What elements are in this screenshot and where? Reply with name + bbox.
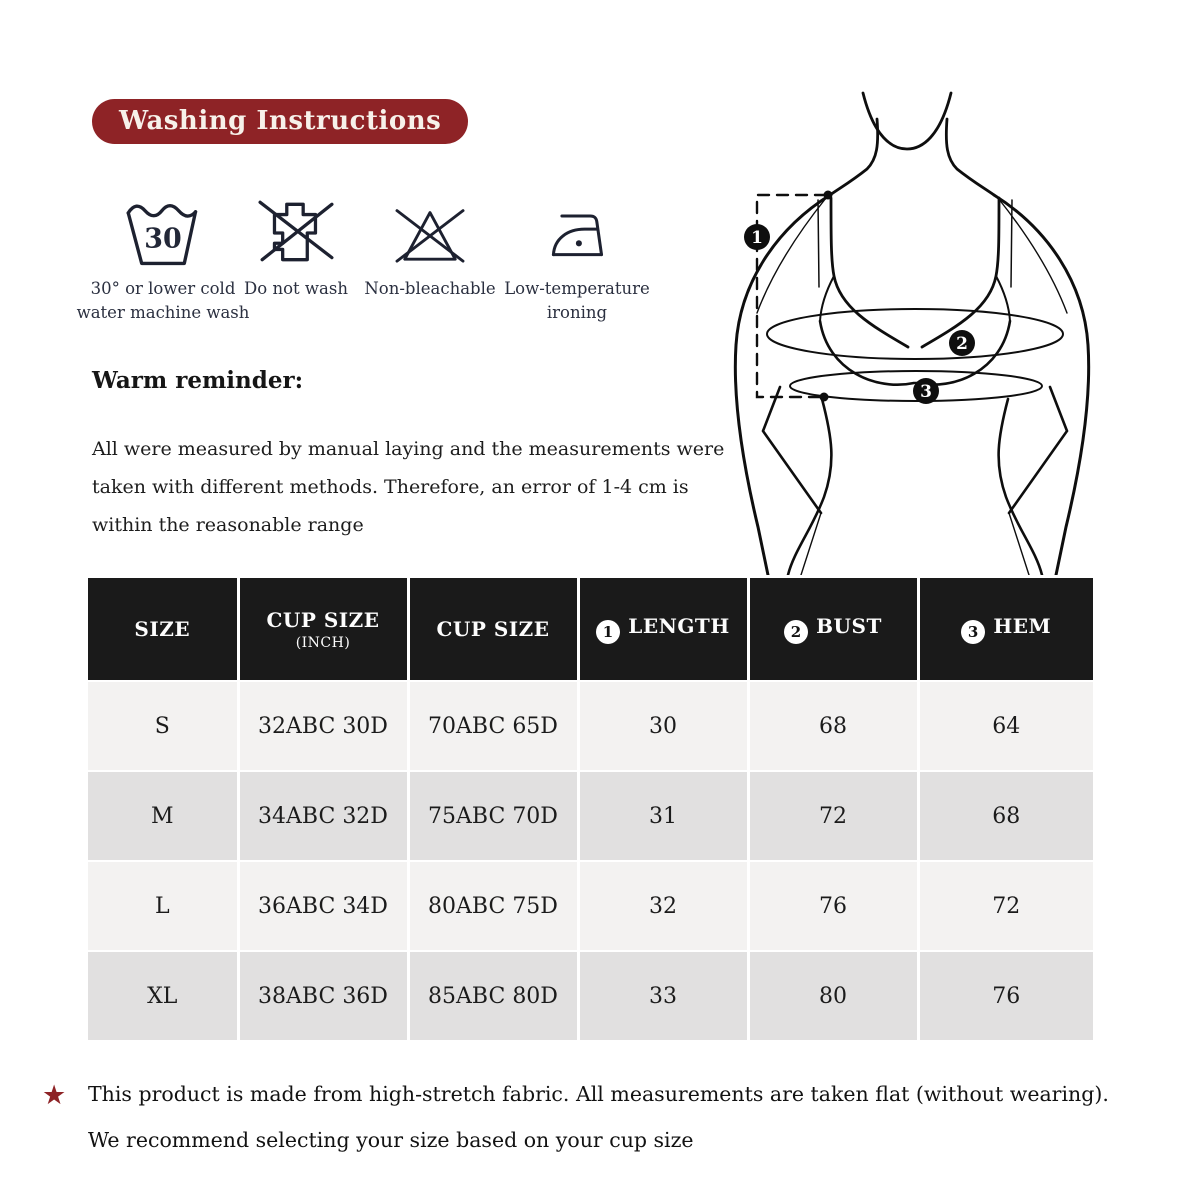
footnote: [88, 1081, 1173, 1153]
care-label: Non-bleachable: [364, 279, 496, 298]
cell-length: 32: [578, 861, 748, 951]
cell-bust: 76: [748, 861, 918, 951]
care-instruction-ironing: [489, 192, 665, 325]
col-header-size: SIZE: [88, 578, 238, 681]
cell-cup-inch: 32ABC 30D: [238, 681, 408, 771]
hem-marker: [913, 378, 939, 404]
length-marker: [744, 224, 770, 250]
bust-marker: [949, 330, 975, 356]
care-label: Low-temperature ironing: [504, 279, 650, 322]
cell-cup: 70ABC 65D: [408, 681, 578, 771]
cell-hem: 64: [918, 681, 1093, 771]
col-header-hem: 3 HEM: [918, 578, 1093, 681]
table-header-row: [88, 578, 1093, 681]
low-temperature-ironing-icon: [489, 192, 665, 272]
body-measurement-diagram: [700, 85, 1180, 575]
table-row-m: [88, 771, 1093, 861]
table-row-l: [88, 861, 1093, 951]
star-icon: ★: [42, 1080, 67, 1111]
cell-size: XL: [88, 951, 238, 1040]
cell-cup-inch: 36ABC 34D: [238, 861, 408, 951]
marker-1-icon: 1: [596, 620, 620, 644]
col-header-sub-inch: (INCH): [295, 634, 351, 651]
warm-reminder-title: Warm reminder:: [92, 367, 304, 394]
cell-cup: 85ABC 80D: [408, 951, 578, 1040]
wash-temp-label: 30: [144, 223, 182, 255]
col-header-bust: 2 BUST: [748, 578, 918, 681]
footnote-line-1: This product is made from high-stretch fabric. All measurements are taken flat (without wearing).: [88, 1082, 1109, 1106]
warm-reminder-text: All were measured by manual laying and the measurements were taken with different methods. Therefore, an error of 1-4 cm is within the reasonable range: [92, 438, 725, 536]
cell-cup: 80ABC 75D: [408, 861, 578, 951]
cell-length: 30: [578, 681, 748, 771]
table-row-s: [88, 681, 1093, 771]
col-header-length: 1 LENGTH: [578, 578, 748, 681]
marker-3-icon: 3: [961, 620, 985, 644]
cell-cup: 75ABC 70D: [408, 771, 578, 861]
cell-size: L: [88, 861, 238, 951]
table-row-xl: [88, 951, 1093, 1040]
cell-bust: 72: [748, 771, 918, 861]
care-label: Do not wash: [244, 279, 348, 298]
cell-hem: 76: [918, 951, 1093, 1040]
cell-hem: 72: [918, 861, 1093, 951]
cell-cup-inch: 34ABC 32D: [238, 771, 408, 861]
cell-length: 31: [578, 771, 748, 861]
shoulder-point-dot: [824, 191, 833, 200]
size-table: [88, 578, 1093, 1040]
cell-bust: 68: [748, 681, 918, 771]
marker-2-icon: 2: [784, 620, 808, 644]
footnote-line-2: We recommend selecting your size based on your cup size: [88, 1128, 694, 1152]
col-header-cup-size: CUP SIZE: [408, 578, 578, 681]
cell-cup-inch: 38ABC 36D: [238, 951, 408, 1040]
cell-length: 33: [578, 951, 748, 1040]
cell-size: S: [88, 681, 238, 771]
svg-text:3: 3: [920, 382, 932, 402]
hem-point-dot: [820, 393, 829, 402]
svg-text:2: 2: [956, 334, 968, 354]
svg-text:1: 1: [751, 228, 763, 248]
washing-instructions-badge: Washing Instructions: [92, 99, 468, 144]
cell-bust: 80: [748, 951, 918, 1040]
col-header-cup-size-inch: CUP SIZE (INCH): [238, 578, 408, 681]
cell-hem: 68: [918, 771, 1093, 861]
care-label: 30° or lower cold water machine wash: [76, 279, 250, 322]
cell-size: M: [88, 771, 238, 861]
